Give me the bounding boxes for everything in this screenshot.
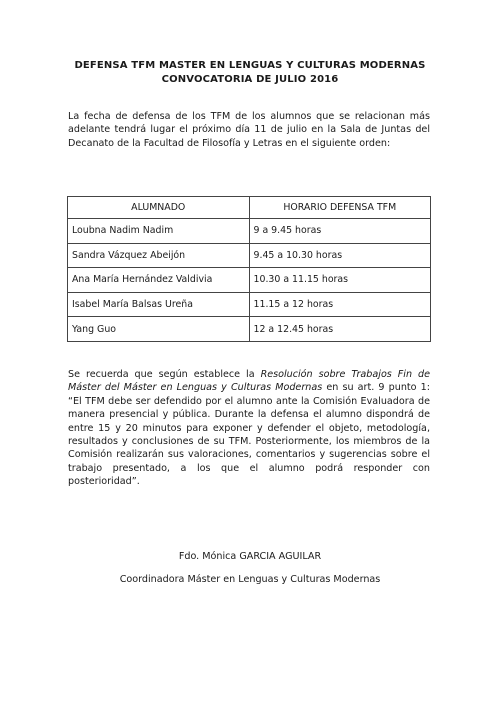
notice-tail: en su art. 9 punto 1: “El TFM debe ser defendido por el alumno ante la Comisión Evaluadora de manera presencial y pública. Durante la defensa el alumno dispondrá de entre 15 y 20 minutos para exponer y defender el objeto, metodología, resultados y conclusiones de su TFM. Posteriormente, los miembros de la Comisión realizarán sus valoraciones, comentarios y sugerencias sobre el trabajo presentado, a los que el alumno podrá responder con posterioridad”. <box>68 382 430 488</box>
table-row <box>68 292 431 317</box>
column-header-student: ALUMNADO <box>68 197 250 219</box>
student-name: Ana María Hernández Valdivia <box>68 268 250 293</box>
notice-paragraph <box>68 368 430 489</box>
table-header-row <box>68 197 431 219</box>
table-row <box>68 268 431 293</box>
student-name: Loubna Nadim Nadim <box>68 219 250 244</box>
signature-name: Fdo. Mónica GARCIA AGUILAR <box>178 551 322 562</box>
intro-paragraph: La fecha de defensa de los TFM de los alumnos que se relacionan más adelante tendrá lugar el próximo día 11 de julio en la Sala de Juntas del Decanato de la Facultad de Filosofía y Letras en el siguiente orden: <box>68 111 430 149</box>
defense-time: 9.45 a 10.30 horas <box>249 243 430 268</box>
student-name: Yang Guo <box>68 317 250 342</box>
signature-role: Coordinadora Máster en Lenguas y Culturas Modernas <box>119 574 381 585</box>
column-header-schedule: HORARIO DEFENSA TFM <box>249 197 430 219</box>
student-name: Isabel María Balsas Ureña <box>68 292 250 317</box>
defense-time: 11.15 a 12 horas <box>249 292 430 317</box>
document-title: DEFENSA TFM MASTER EN LENGUAS Y CULTURAS MODERNAS <box>74 60 426 71</box>
table-row <box>68 219 431 244</box>
document-subtitle: CONVOCATORIA DE JULIO 2016 <box>161 74 339 85</box>
defense-time: 10.30 a 11.15 horas <box>249 268 430 293</box>
resolution-title: Resolución sobre Trabajos Fin de Máster del Máster en Lenguas y Culturas Modernas <box>68 369 430 394</box>
table-row <box>68 243 431 268</box>
defense-time: 12 a 12.45 horas <box>249 317 430 342</box>
defense-time: 9 a 9.45 horas <box>249 219 430 244</box>
table-row <box>68 317 431 342</box>
notice-lead: Se recuerda que según establece la <box>68 369 261 380</box>
schedule-table <box>67 196 431 342</box>
student-name: Sandra Vázquez Abeijón <box>68 243 250 268</box>
